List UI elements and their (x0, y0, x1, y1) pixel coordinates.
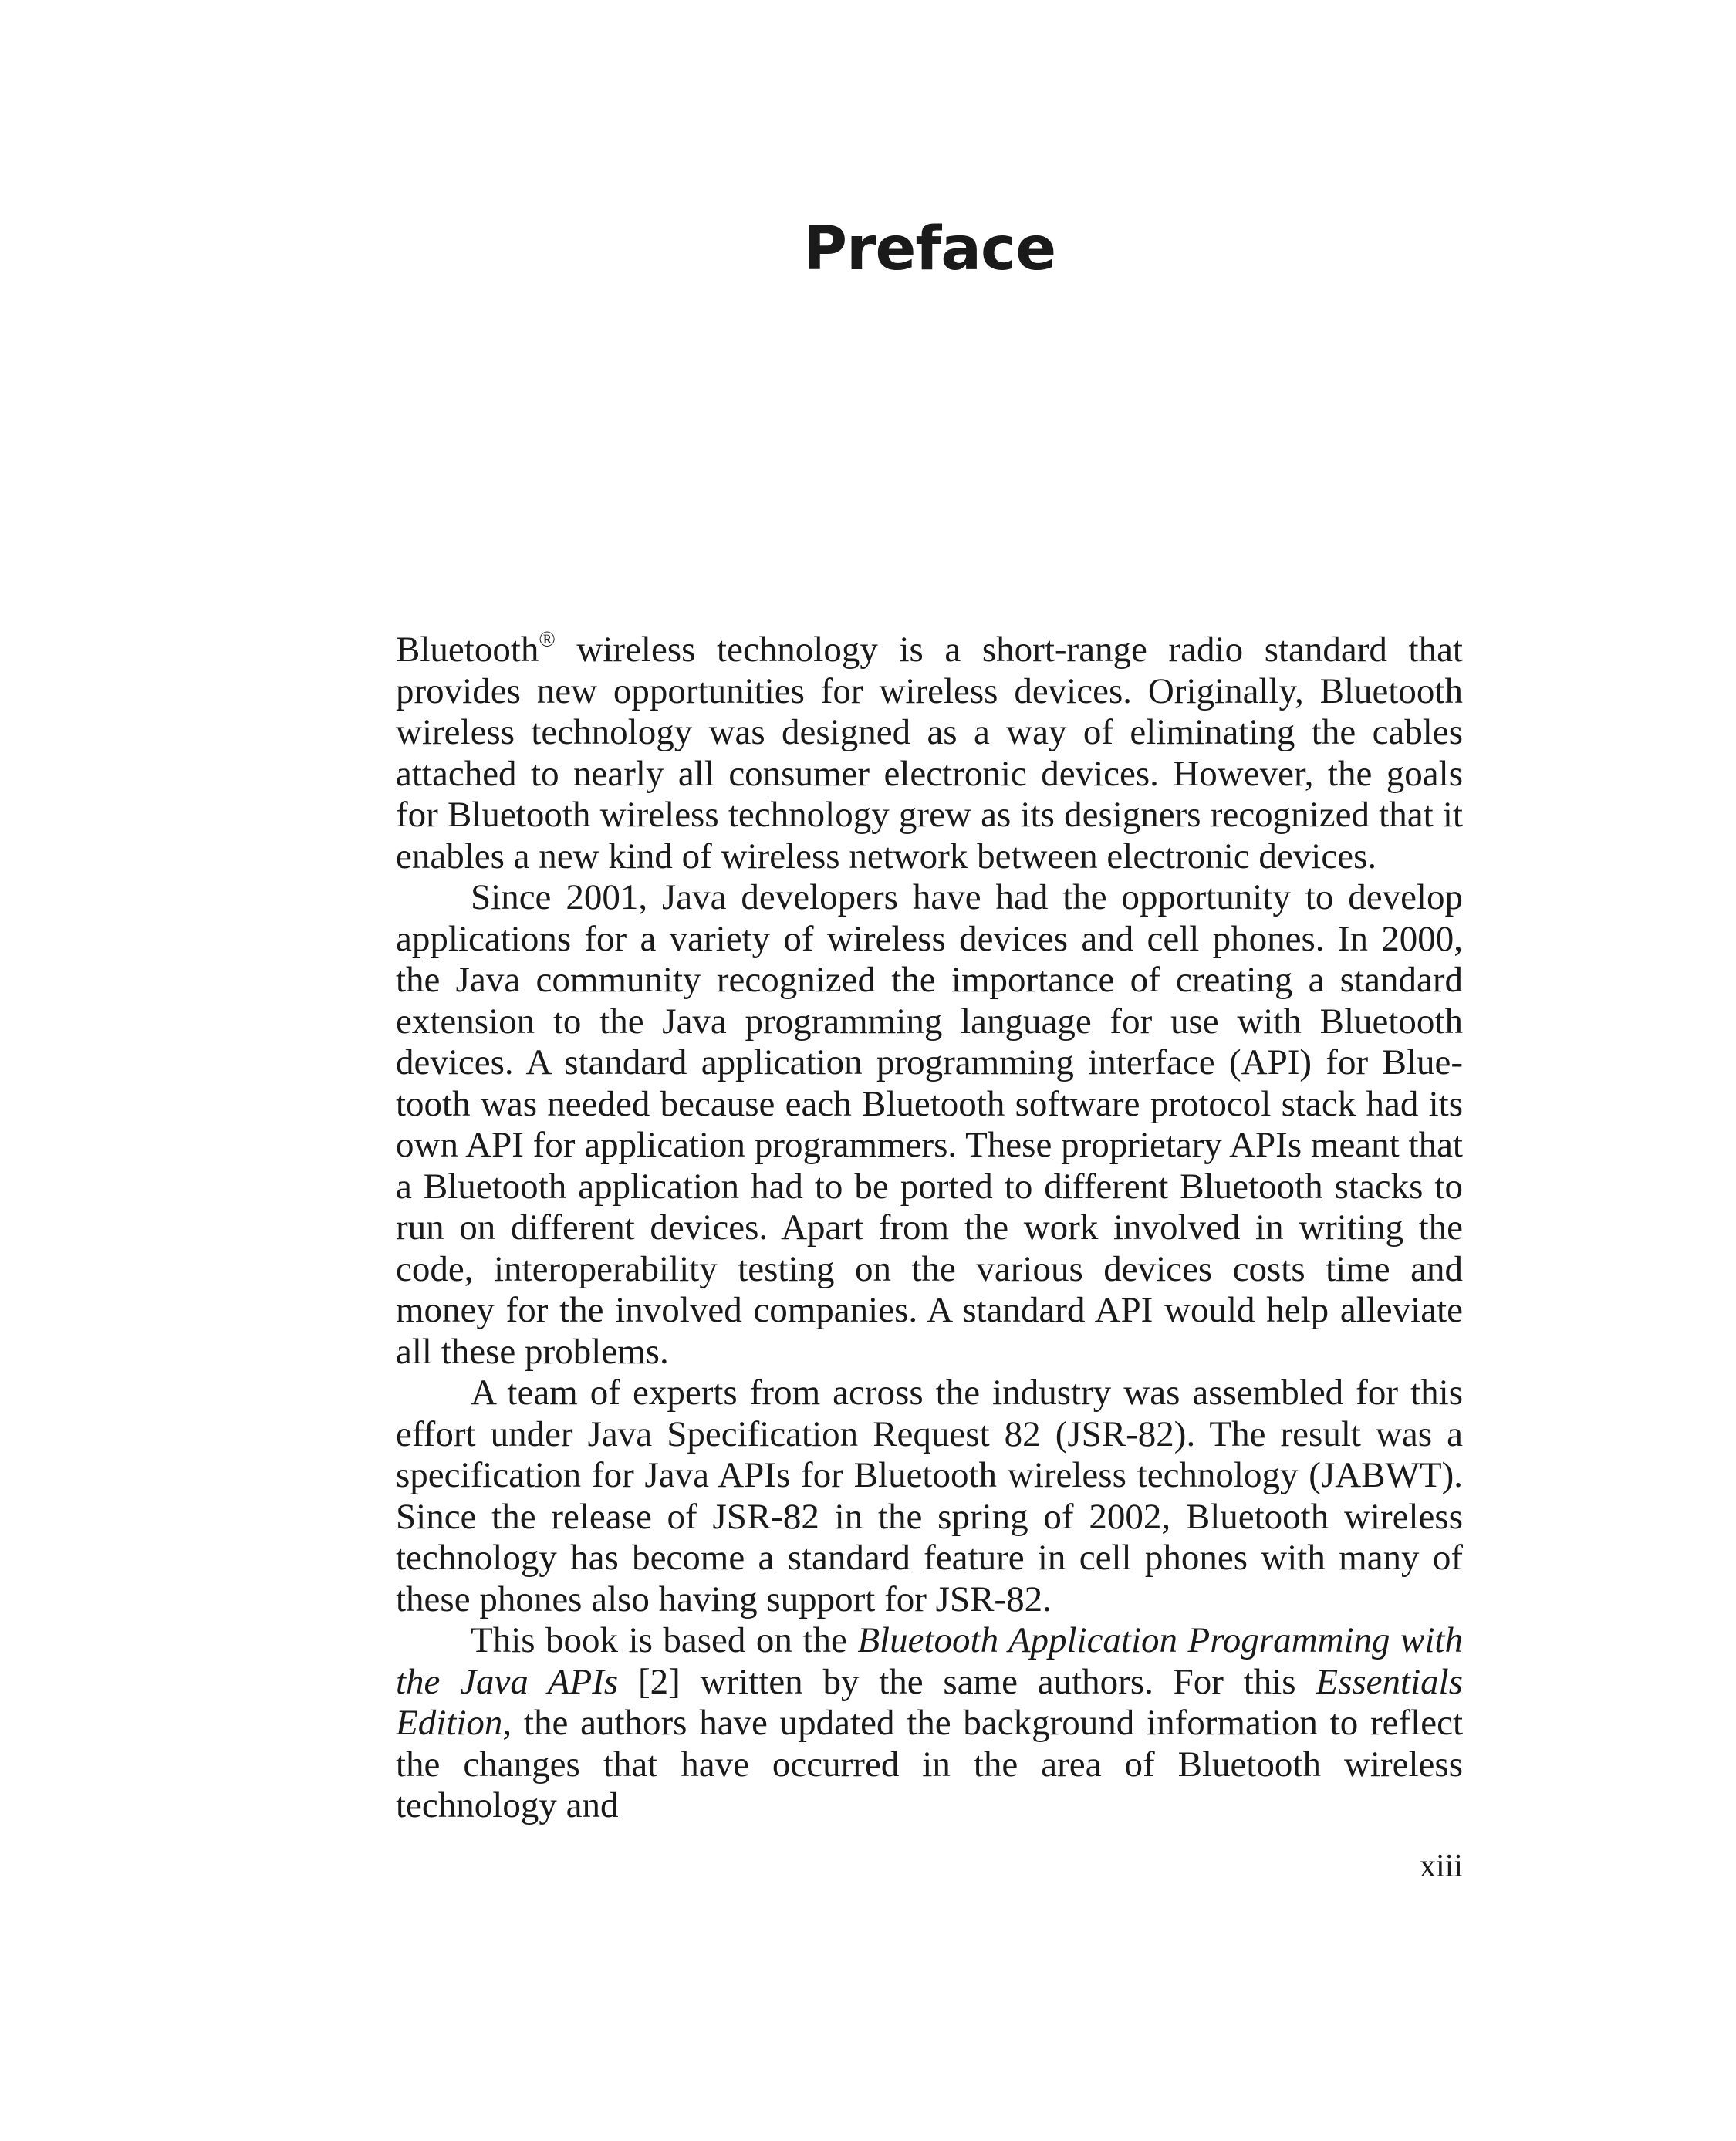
paragraph-1-text: wireless technology is a short-range radio standard that provides new opportunities for wireless devices. Originally, Bluetooth wireless technology was designed as a way of eliminating the cables attached to nearly all consumer electronic devices. However, the goals for Bluetooth wireless technology grew as its designers recognized that it enables a new kind of wireless network between electronic devices. (396, 630, 1463, 876)
registered-mark: ® (539, 627, 556, 652)
body-text (396, 627, 1463, 1827)
paragraph-4-part1: This book is based on the (471, 1620, 858, 1660)
page-number: xiii (1419, 1849, 1463, 1884)
paragraph-1 (396, 627, 1463, 877)
paragraph-4-part3: , the authors have updated the background information to reflect the changes that have occurred in the area of Bluetooth wireless technology and (396, 1703, 1463, 1825)
paragraph-4-part2: [2] written by the same authors. For this (618, 1661, 1316, 1702)
paragraph-2: Since 2001, Java developers have had the opportunity to develop applications for a variety of wireless devices and cell phones. In 2000, the Java community recognized the importance of creating a standard extension to the Java programming language for use with Bluetooth devices. A standard application programming interface (API) for Bluetooth was needed because each Bluetooth software protocol stack had its own API for application programmers. These proprietary APIs meant that a Bluetooth application had to be ported to different Bluetooth stacks to run on different devices. Apart from the work involved in writing the code, interoperability testing on the various devices costs time and money for the involved companies. A standard API would help alleviate all these problems. (396, 877, 1463, 1372)
paragraph-1-lead: Bluetooth (396, 630, 539, 670)
edition-name: Essentials Edition (396, 1661, 1463, 1743)
paragraph-3: A team of experts from across the industry was assembled for this effort under Java Specification Request 82 (JSR-82). The result was a specification for Java APIs for Bluetooth wireless technology (JABWT). Since the release of JSR-82 in the spring of 2002, Bluetooth wireless technology has become a standard feature in cell phones with many of these phones also having support for JSR-82. (396, 1373, 1463, 1619)
paragraph-4 (396, 1620, 1463, 1827)
book-title-reference: Bluetooth Application Programming with the Java APIs (396, 1620, 1463, 1702)
page-title: Preface (802, 214, 1056, 284)
